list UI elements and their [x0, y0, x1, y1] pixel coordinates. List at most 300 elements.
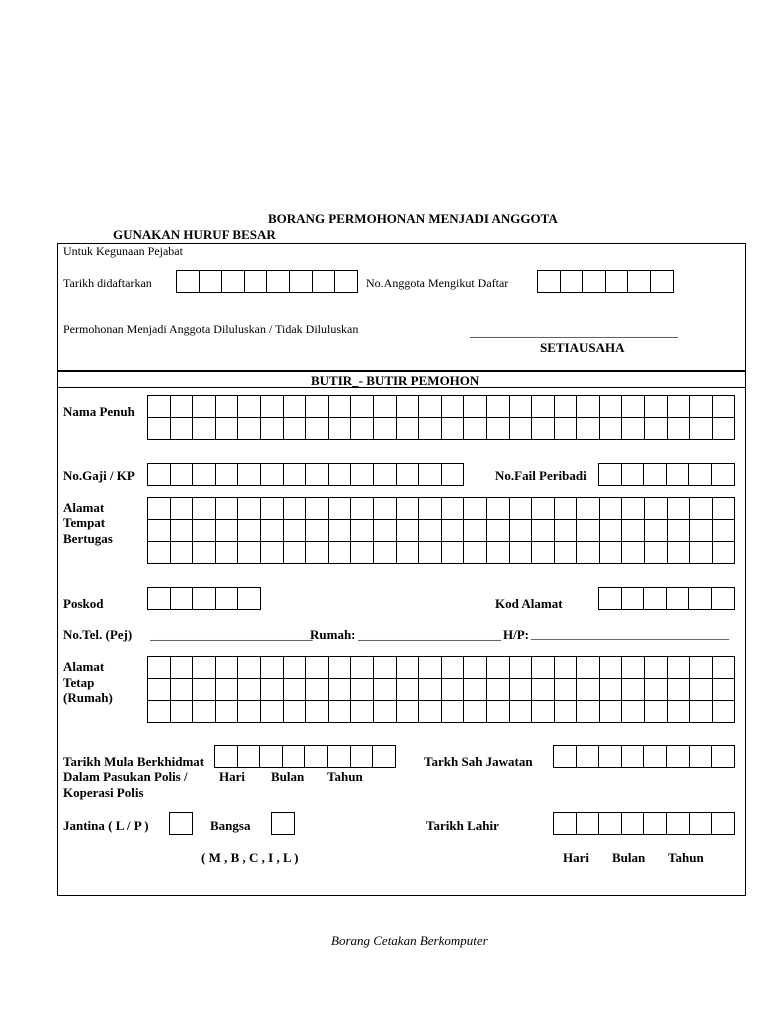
char-box[interactable] — [712, 464, 735, 486]
char-box[interactable] — [583, 271, 606, 293]
char-box[interactable] — [532, 520, 555, 542]
char-box[interactable] — [464, 657, 487, 679]
char-box[interactable] — [622, 498, 645, 520]
char-box[interactable] — [374, 657, 397, 679]
char-box[interactable] — [261, 498, 284, 520]
char-box[interactable] — [644, 746, 667, 768]
char-box[interactable] — [645, 701, 668, 723]
char-box[interactable] — [397, 679, 420, 701]
char-box[interactable] — [668, 498, 691, 520]
char-box[interactable] — [284, 657, 307, 679]
char-box[interactable] — [622, 746, 645, 768]
char-box[interactable] — [622, 464, 645, 486]
char-box[interactable] — [532, 679, 555, 701]
char-box[interactable] — [622, 813, 645, 835]
char-box[interactable] — [335, 271, 358, 293]
char-box[interactable] — [645, 498, 668, 520]
char-box[interactable] — [487, 542, 510, 564]
char-box[interactable] — [555, 701, 578, 723]
char-box[interactable] — [283, 746, 306, 768]
char-box[interactable] — [667, 746, 690, 768]
char-box[interactable] — [689, 464, 712, 486]
char-box[interactable] — [487, 701, 510, 723]
char-box[interactable] — [442, 679, 465, 701]
char-box[interactable] — [442, 396, 465, 418]
char-box[interactable] — [216, 520, 239, 542]
char-box[interactable] — [690, 813, 713, 835]
char-box[interactable] — [510, 498, 533, 520]
char-box[interactable] — [238, 679, 261, 701]
char-box[interactable] — [667, 588, 690, 610]
char-box[interactable] — [374, 396, 397, 418]
char-box[interactable] — [532, 418, 555, 440]
char-box[interactable] — [464, 701, 487, 723]
char-box[interactable] — [177, 271, 200, 293]
char-box[interactable] — [351, 464, 374, 486]
char-box[interactable] — [510, 679, 533, 701]
char-box[interactable] — [419, 464, 442, 486]
char-box[interactable] — [599, 464, 622, 486]
char-box[interactable] — [464, 396, 487, 418]
char-box[interactable] — [532, 498, 555, 520]
char-box[interactable] — [510, 542, 533, 564]
char-box[interactable] — [599, 588, 622, 610]
char-box[interactable] — [645, 542, 668, 564]
char-box[interactable] — [464, 679, 487, 701]
gender-box[interactable] — [169, 812, 193, 835]
char-box[interactable] — [606, 271, 629, 293]
char-box[interactable] — [419, 498, 442, 520]
char-box[interactable] — [284, 701, 307, 723]
char-box[interactable] — [351, 657, 374, 679]
char-box[interactable] — [690, 396, 713, 418]
char-box[interactable] — [374, 679, 397, 701]
char-box[interactable] — [329, 396, 352, 418]
char-box[interactable] — [238, 396, 261, 418]
char-box[interactable] — [397, 542, 420, 564]
char-box[interactable] — [577, 542, 600, 564]
char-box[interactable] — [261, 657, 284, 679]
char-box[interactable] — [170, 813, 193, 835]
char-box[interactable] — [510, 520, 533, 542]
char-box[interactable] — [306, 464, 329, 486]
char-box[interactable] — [171, 464, 194, 486]
char-box[interactable] — [555, 498, 578, 520]
char-box[interactable] — [442, 701, 465, 723]
char-box[interactable] — [261, 396, 284, 418]
char-box[interactable] — [690, 520, 713, 542]
char-box[interactable] — [284, 520, 307, 542]
char-box[interactable] — [713, 418, 736, 440]
char-box[interactable] — [216, 396, 239, 418]
full-name-row-1[interactable] — [147, 395, 735, 418]
char-box[interactable] — [284, 542, 307, 564]
char-box[interactable] — [645, 657, 668, 679]
address-code-boxes[interactable] — [598, 587, 735, 610]
char-box[interactable] — [668, 418, 691, 440]
char-box[interactable] — [713, 679, 736, 701]
char-box[interactable] — [351, 542, 374, 564]
char-box[interactable] — [171, 679, 194, 701]
char-box[interactable] — [577, 396, 600, 418]
char-box[interactable] — [600, 542, 623, 564]
char-box[interactable] — [329, 418, 352, 440]
home-address-row-1[interactable] — [147, 656, 735, 679]
char-box[interactable] — [712, 746, 735, 768]
char-box[interactable] — [464, 520, 487, 542]
char-box[interactable] — [238, 701, 261, 723]
char-box[interactable] — [306, 657, 329, 679]
char-box[interactable] — [329, 520, 352, 542]
char-box[interactable] — [313, 271, 336, 293]
char-box[interactable] — [397, 657, 420, 679]
char-box[interactable] — [713, 701, 736, 723]
char-box[interactable] — [419, 418, 442, 440]
char-box[interactable] — [171, 657, 194, 679]
char-box[interactable] — [329, 657, 352, 679]
char-box[interactable] — [290, 271, 313, 293]
char-box[interactable] — [645, 396, 668, 418]
char-box[interactable] — [148, 657, 171, 679]
char-box[interactable] — [272, 813, 295, 835]
char-box[interactable] — [306, 679, 329, 701]
home-address-row-3[interactable] — [147, 700, 735, 723]
char-box[interactable] — [668, 657, 691, 679]
char-box[interactable] — [577, 418, 600, 440]
char-box[interactable] — [306, 498, 329, 520]
char-box[interactable] — [577, 746, 600, 768]
char-box[interactable] — [148, 396, 171, 418]
char-box[interactable] — [216, 542, 239, 564]
char-box[interactable] — [690, 701, 713, 723]
char-box[interactable] — [442, 657, 465, 679]
char-box[interactable] — [419, 520, 442, 542]
char-box[interactable] — [397, 520, 420, 542]
char-box[interactable] — [577, 813, 600, 835]
char-box[interactable] — [284, 679, 307, 701]
char-box[interactable] — [510, 701, 533, 723]
char-box[interactable] — [690, 498, 713, 520]
char-box[interactable] — [622, 418, 645, 440]
postcode-boxes[interactable] — [147, 587, 261, 610]
char-box[interactable] — [577, 498, 600, 520]
char-box[interactable] — [577, 679, 600, 701]
char-box[interactable] — [238, 498, 261, 520]
char-box[interactable] — [464, 498, 487, 520]
char-box[interactable] — [713, 520, 736, 542]
char-box[interactable] — [306, 701, 329, 723]
char-box[interactable] — [306, 396, 329, 418]
char-box[interactable] — [148, 588, 171, 610]
char-box[interactable] — [397, 464, 420, 486]
char-box[interactable] — [600, 679, 623, 701]
char-box[interactable] — [599, 813, 622, 835]
char-box[interactable] — [622, 396, 645, 418]
race-box[interactable] — [271, 812, 295, 835]
char-box[interactable] — [532, 657, 555, 679]
char-box[interactable] — [171, 520, 194, 542]
char-box[interactable] — [622, 679, 645, 701]
char-box[interactable] — [600, 520, 623, 542]
char-box[interactable] — [216, 679, 239, 701]
char-box[interactable] — [193, 657, 216, 679]
char-box[interactable] — [328, 746, 351, 768]
char-box[interactable] — [622, 701, 645, 723]
char-box[interactable] — [442, 542, 465, 564]
char-box[interactable] — [554, 746, 577, 768]
char-box[interactable] — [238, 588, 261, 610]
char-box[interactable] — [622, 542, 645, 564]
char-box[interactable] — [622, 520, 645, 542]
work-address-row-1[interactable] — [147, 497, 735, 520]
char-box[interactable] — [148, 464, 171, 486]
char-box[interactable] — [644, 588, 667, 610]
char-box[interactable] — [148, 418, 171, 440]
char-box[interactable] — [261, 418, 284, 440]
char-box[interactable] — [419, 542, 442, 564]
char-box[interactable] — [599, 746, 622, 768]
char-box[interactable] — [216, 588, 239, 610]
char-box[interactable] — [487, 498, 510, 520]
char-box[interactable] — [284, 396, 307, 418]
char-box[interactable] — [622, 657, 645, 679]
char-box[interactable] — [442, 418, 465, 440]
home-address-row-2[interactable] — [147, 678, 735, 701]
char-box[interactable] — [644, 464, 667, 486]
char-box[interactable] — [374, 498, 397, 520]
char-box[interactable] — [577, 520, 600, 542]
char-box[interactable] — [238, 418, 261, 440]
char-box[interactable] — [306, 418, 329, 440]
char-box[interactable] — [668, 679, 691, 701]
char-box[interactable] — [419, 396, 442, 418]
work-address-row-2[interactable] — [147, 519, 735, 542]
char-box[interactable] — [216, 701, 239, 723]
char-box[interactable] — [397, 418, 420, 440]
char-box[interactable] — [193, 588, 216, 610]
member-no-boxes[interactable] — [537, 270, 674, 293]
char-box[interactable] — [329, 464, 352, 486]
char-box[interactable] — [329, 701, 352, 723]
phone-hp-line[interactable]: _________________________________ — [531, 627, 729, 641]
char-box[interactable] — [284, 464, 307, 486]
char-box[interactable] — [351, 520, 374, 542]
char-box[interactable] — [193, 464, 216, 486]
char-box[interactable] — [148, 679, 171, 701]
char-box[interactable] — [171, 588, 194, 610]
char-box[interactable] — [171, 701, 194, 723]
char-box[interactable] — [622, 588, 645, 610]
char-box[interactable] — [712, 588, 735, 610]
char-box[interactable] — [374, 701, 397, 723]
char-box[interactable] — [464, 418, 487, 440]
char-box[interactable] — [713, 498, 736, 520]
char-box[interactable] — [397, 396, 420, 418]
registered-date-boxes[interactable] — [176, 270, 358, 293]
char-box[interactable] — [216, 418, 239, 440]
char-box[interactable] — [600, 657, 623, 679]
char-box[interactable] — [148, 542, 171, 564]
char-box[interactable] — [267, 271, 290, 293]
char-box[interactable] — [329, 542, 352, 564]
char-box[interactable] — [464, 542, 487, 564]
char-box[interactable] — [374, 520, 397, 542]
full-name-row-2[interactable] — [147, 417, 735, 440]
char-box[interactable] — [374, 542, 397, 564]
char-box[interactable] — [510, 657, 533, 679]
char-box[interactable] — [222, 271, 245, 293]
work-address-row-3[interactable] — [147, 541, 735, 564]
char-box[interactable] — [171, 396, 194, 418]
char-box[interactable] — [668, 542, 691, 564]
char-box[interactable] — [628, 271, 651, 293]
char-box[interactable] — [713, 396, 736, 418]
char-box[interactable] — [600, 396, 623, 418]
char-box[interactable] — [238, 746, 261, 768]
char-box[interactable] — [306, 520, 329, 542]
service-start-boxes[interactable] — [214, 745, 396, 768]
char-box[interactable] — [645, 418, 668, 440]
char-box[interactable] — [261, 542, 284, 564]
char-box[interactable] — [419, 657, 442, 679]
char-box[interactable] — [713, 657, 736, 679]
char-box[interactable] — [238, 542, 261, 564]
personal-file-boxes[interactable] — [598, 463, 735, 486]
char-box[interactable] — [644, 813, 667, 835]
char-box[interactable] — [651, 271, 674, 293]
char-box[interactable] — [148, 701, 171, 723]
char-box[interactable] — [238, 464, 261, 486]
char-box[interactable] — [261, 464, 284, 486]
char-box[interactable] — [600, 418, 623, 440]
char-box[interactable] — [419, 679, 442, 701]
char-box[interactable] — [690, 679, 713, 701]
char-box[interactable] — [193, 418, 216, 440]
char-box[interactable] — [305, 746, 328, 768]
char-box[interactable] — [419, 701, 442, 723]
char-box[interactable] — [532, 542, 555, 564]
char-box[interactable] — [487, 657, 510, 679]
char-box[interactable] — [689, 588, 712, 610]
char-box[interactable] — [487, 418, 510, 440]
char-box[interactable] — [171, 418, 194, 440]
char-box[interactable] — [555, 520, 578, 542]
char-box[interactable] — [532, 701, 555, 723]
char-box[interactable] — [690, 657, 713, 679]
char-box[interactable] — [397, 701, 420, 723]
char-box[interactable] — [577, 701, 600, 723]
char-box[interactable] — [600, 498, 623, 520]
char-box[interactable] — [667, 464, 690, 486]
char-box[interactable] — [216, 657, 239, 679]
char-box[interactable] — [284, 418, 307, 440]
char-box[interactable] — [261, 701, 284, 723]
char-box[interactable] — [555, 396, 578, 418]
char-box[interactable] — [193, 498, 216, 520]
char-box[interactable] — [171, 498, 194, 520]
char-box[interactable] — [442, 464, 465, 486]
char-box[interactable] — [374, 418, 397, 440]
salary-no-boxes[interactable] — [147, 463, 464, 486]
char-box[interactable] — [690, 418, 713, 440]
char-box[interactable] — [487, 396, 510, 418]
char-box[interactable] — [668, 701, 691, 723]
birth-date-boxes[interactable] — [553, 812, 735, 835]
char-box[interactable] — [442, 520, 465, 542]
char-box[interactable] — [351, 679, 374, 701]
char-box[interactable] — [600, 701, 623, 723]
char-box[interactable] — [510, 418, 533, 440]
char-box[interactable] — [238, 520, 261, 542]
char-box[interactable] — [351, 498, 374, 520]
char-box[interactable] — [538, 271, 561, 293]
char-box[interactable] — [260, 746, 283, 768]
char-box[interactable] — [645, 520, 668, 542]
char-box[interactable] — [561, 271, 584, 293]
char-box[interactable] — [193, 520, 216, 542]
char-box[interactable] — [713, 542, 736, 564]
char-box[interactable] — [284, 498, 307, 520]
phone-home-line[interactable]: ______________________ — [358, 627, 501, 642]
char-box[interactable] — [577, 657, 600, 679]
char-box[interactable] — [245, 271, 268, 293]
char-box[interactable] — [200, 271, 223, 293]
char-box[interactable] — [554, 813, 577, 835]
char-box[interactable] — [351, 701, 374, 723]
char-box[interactable] — [374, 464, 397, 486]
char-box[interactable] — [329, 679, 352, 701]
char-box[interactable] — [555, 418, 578, 440]
char-box[interactable] — [238, 657, 261, 679]
char-box[interactable] — [216, 498, 239, 520]
char-box[interactable] — [261, 520, 284, 542]
char-box[interactable] — [555, 542, 578, 564]
char-box[interactable] — [510, 396, 533, 418]
char-box[interactable] — [351, 746, 374, 768]
char-box[interactable] — [712, 813, 735, 835]
char-box[interactable] — [148, 498, 171, 520]
confirmation-boxes[interactable] — [553, 745, 735, 768]
signature-line[interactable]: ________________________________ — [470, 324, 678, 339]
char-box[interactable] — [171, 542, 194, 564]
char-box[interactable] — [193, 542, 216, 564]
char-box[interactable] — [193, 701, 216, 723]
char-box[interactable] — [555, 657, 578, 679]
char-box[interactable] — [690, 542, 713, 564]
char-box[interactable] — [193, 679, 216, 701]
char-box[interactable] — [148, 520, 171, 542]
char-box[interactable] — [667, 813, 690, 835]
char-box[interactable] — [216, 464, 239, 486]
char-box[interactable] — [555, 679, 578, 701]
char-box[interactable] — [261, 679, 284, 701]
char-box[interactable] — [351, 418, 374, 440]
char-box[interactable] — [193, 396, 216, 418]
char-box[interactable] — [668, 520, 691, 542]
char-box[interactable] — [351, 396, 374, 418]
char-box[interactable] — [215, 746, 238, 768]
char-box[interactable] — [487, 520, 510, 542]
char-box[interactable] — [397, 498, 420, 520]
char-box[interactable] — [329, 498, 352, 520]
char-box[interactable] — [373, 746, 396, 768]
char-box[interactable] — [442, 498, 465, 520]
phone-office-line[interactable]: _________________________ — [150, 627, 313, 642]
char-box[interactable] — [306, 542, 329, 564]
char-box[interactable] — [690, 746, 713, 768]
char-box[interactable] — [668, 396, 691, 418]
char-box[interactable] — [487, 679, 510, 701]
